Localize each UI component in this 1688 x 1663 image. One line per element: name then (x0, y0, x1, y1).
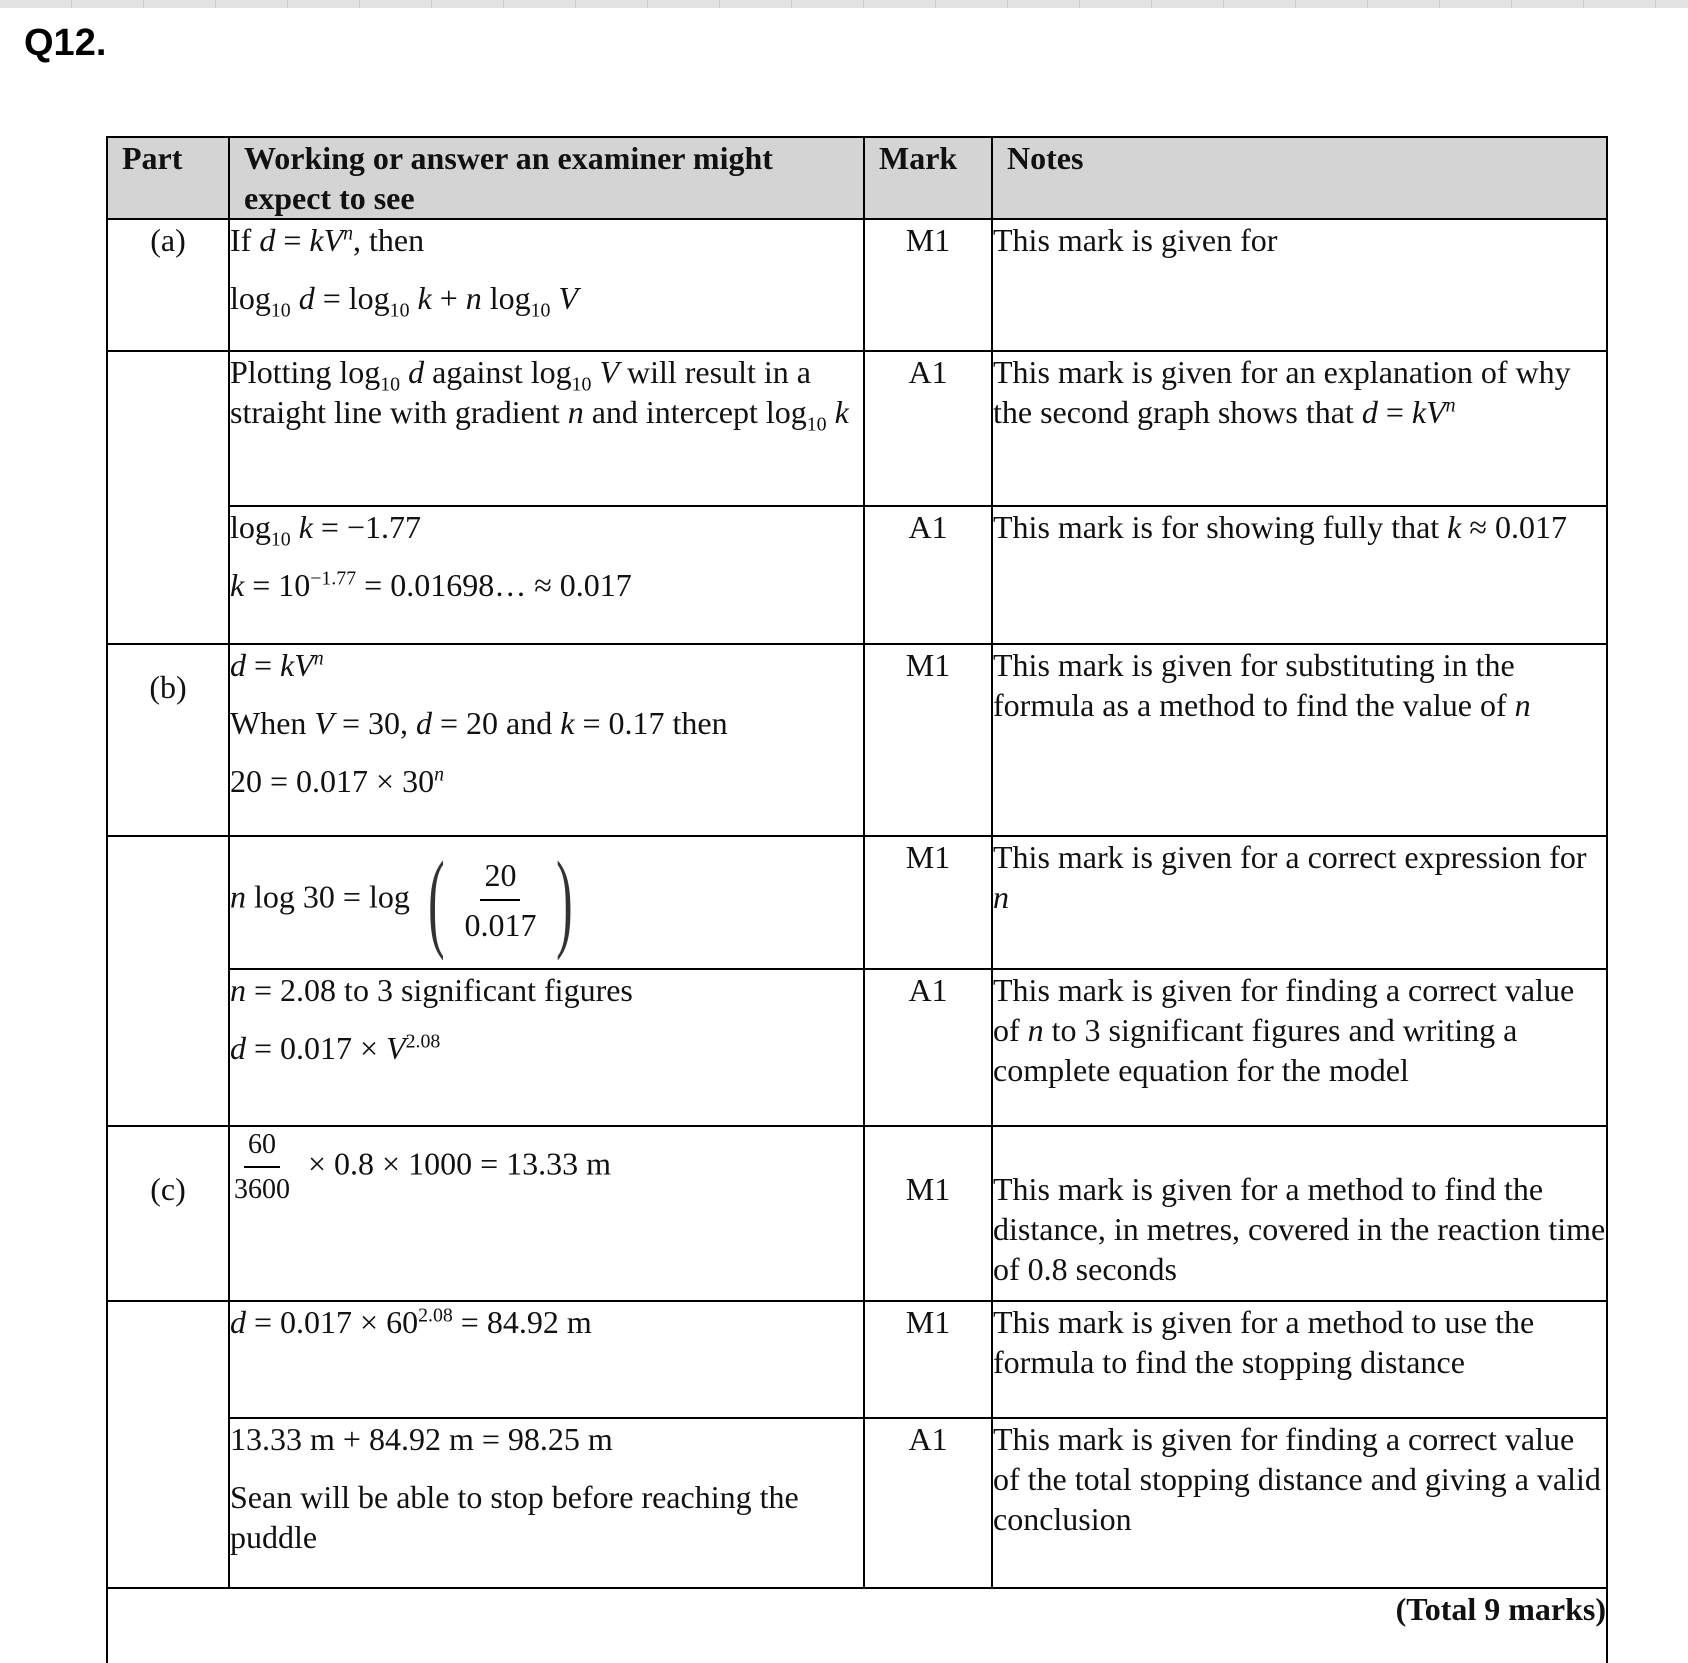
working-cell (229, 644, 864, 836)
part-cell-empty (107, 1418, 229, 1588)
working-line: $\frac{60}{3600}$ × 0.8 × 1000 = 13.33 m (230, 1127, 863, 1207)
header-row (107, 137, 1607, 219)
working-cell (229, 836, 864, 969)
working-line: If $d = kV^n$, then (230, 222, 425, 258)
notes-cell: This mark is given for (992, 219, 1607, 351)
notes-cell: This mark is given for finding a correct value of n to 3 significant figures and writing a complete equation for the model (992, 969, 1607, 1126)
table-row (107, 1418, 1607, 1588)
table-row (107, 644, 1607, 836)
working-cell (229, 351, 864, 506)
working-cell (229, 969, 864, 1126)
working-line: $d = 0.017 \times V^{2.08}$ (230, 1030, 441, 1066)
working-line: When V = 30, d = 20 and k = 0.17 then (230, 705, 728, 741)
table-row (107, 1301, 1607, 1418)
mark-cell: M1 (864, 1126, 992, 1301)
total-marks: (Total 9 marks) (107, 1588, 1607, 1663)
mark-cell: A1 (864, 969, 992, 1126)
mark-scheme-table (106, 136, 1608, 1663)
table-row (107, 506, 1607, 644)
working-line: n = 2.08 to 3 significant figures (230, 972, 633, 1008)
working-line: $\log_{10} k = -1.77$ (230, 509, 422, 551)
part-cell-empty (107, 969, 229, 1126)
working-line: $20 = 0.017 \times 30^n$ (230, 763, 445, 799)
header-notes: Notes (992, 137, 1607, 219)
header-mark: Mark (864, 137, 992, 219)
working-line: $d = kV^n$ (230, 647, 324, 683)
part-cell-empty (107, 1301, 229, 1418)
header-part: Part (107, 137, 229, 219)
working-cell (229, 506, 864, 644)
table-row (107, 836, 1607, 969)
header-working: Working or answer an examiner might expect to see (229, 137, 864, 219)
working-line: Plotting $\log_{10} d$ against $\log_{10} V$ will result in a straight line with gradient n and intercept $\log_{10} k$ (230, 354, 849, 436)
notes-cell: This mark is given for a correct expression for n (992, 836, 1607, 969)
top-ruler-strip (0, 0, 1688, 8)
working-cell (229, 1301, 864, 1418)
table-row (107, 1126, 1607, 1301)
working-cell (229, 1418, 864, 1588)
notes-cell: This mark is given for an explanation of why the second graph shows that $d = kV^n$ (992, 351, 1607, 506)
mark-cell: M1 (864, 836, 992, 969)
fraction: $\frac{60}{3600}$ (234, 1129, 290, 1205)
working-cell (229, 1126, 864, 1301)
table-row (107, 351, 1607, 506)
notes-cell: This mark is for showing fully that k ≈ 0.017 (992, 506, 1607, 644)
mark-cell: A1 (864, 351, 992, 506)
fraction-parentheses: ( $\frac{20}{0.017}$ ) (427, 839, 574, 961)
working-line: 13.33 m + 84.92 m = 98.25 m (230, 1421, 613, 1457)
part-cell-empty (107, 506, 229, 644)
notes-cell: This mark is given for a method to use the formula to find the stopping distance (992, 1301, 1607, 1418)
mark-cell: A1 (864, 1418, 992, 1588)
table-row (107, 969, 1607, 1126)
table-row (107, 219, 1607, 351)
part-cell-empty (107, 351, 229, 506)
working-cell (229, 219, 864, 351)
part-label-a: (a) (107, 219, 229, 351)
working-line: $k = 10^{-1.77}$ = 0.01698… ≈ 0.017 (230, 567, 632, 603)
working-line: $\log_{10} d = \log_{10} k + n$ $\log_{10} V$ (230, 280, 578, 322)
part-label-b: (b) (107, 644, 229, 836)
notes-cell: This mark is given for finding a correct value of the total stopping distance and giving a valid conclusion (992, 1418, 1607, 1588)
part-cell-empty (107, 836, 229, 969)
mark-cell: M1 (864, 219, 992, 351)
total-row (107, 1588, 1607, 1663)
fraction: $\frac{20}{0.017}$ (464, 857, 537, 943)
question-label: Q12. (24, 22, 107, 64)
mark-cell: M1 (864, 1301, 992, 1418)
mark-cell: A1 (864, 506, 992, 644)
working-line: n log 30 = log ( $\frac{20}{0.017}$ ) (230, 845, 863, 955)
mark-cell: M1 (864, 644, 992, 836)
working-line: $d = 0.017 \times 60^{2.08} = 84.92$ m (230, 1304, 592, 1340)
working-line: Sean will be able to stop before reaching the puddle (230, 1479, 799, 1555)
notes-cell: This mark is given for a method to find the distance, in metres, covered in the reaction time of 0.8 seconds (992, 1126, 1607, 1301)
part-label-c: (c) (107, 1126, 229, 1301)
notes-cell: This mark is given for substituting in the formula as a method to find the value of n (992, 644, 1607, 836)
